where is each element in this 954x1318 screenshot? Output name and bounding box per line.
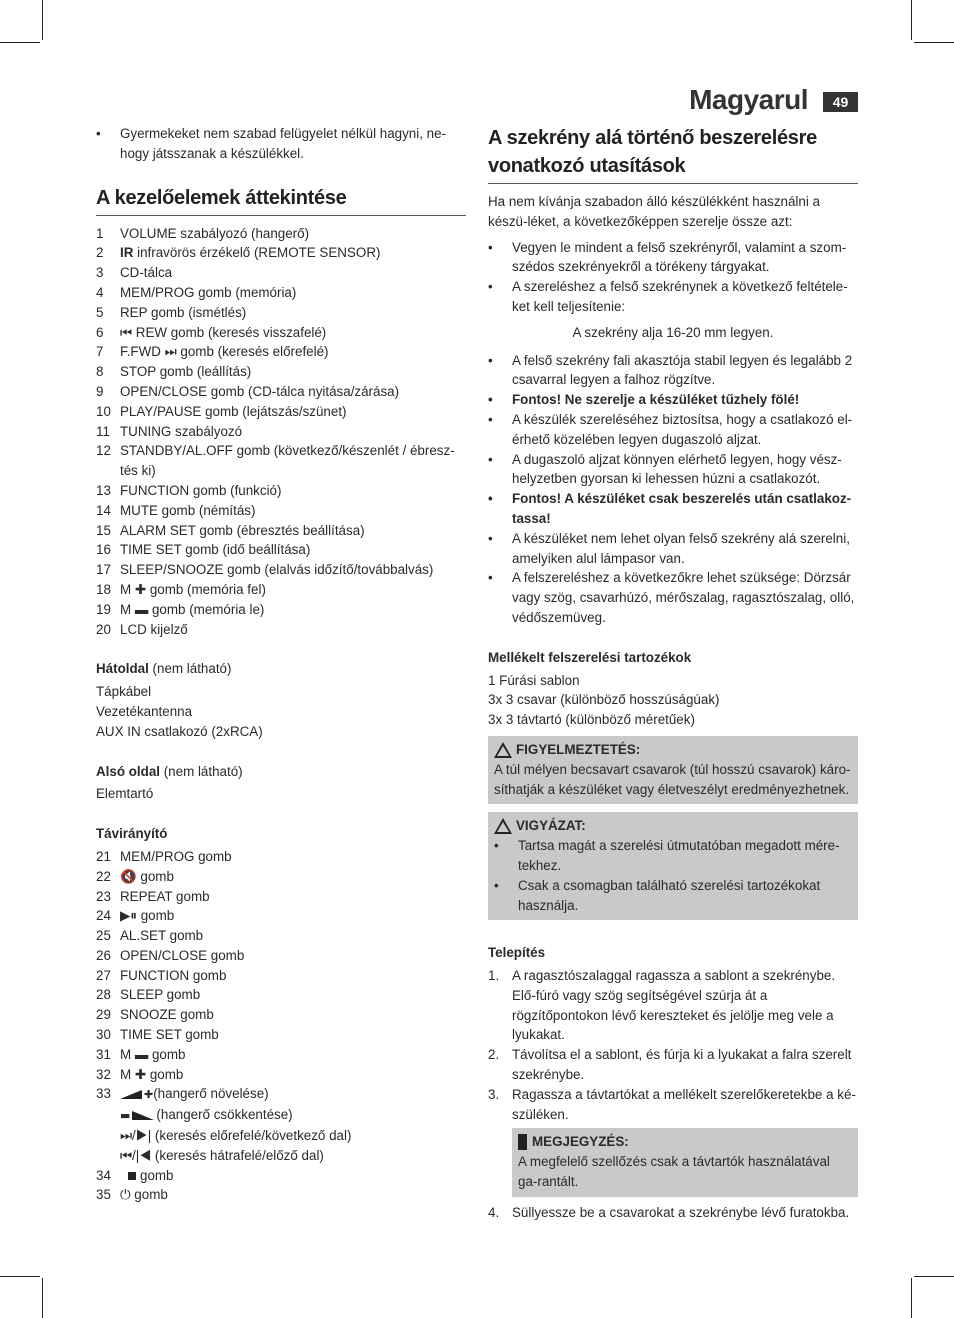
- caution-bullet: • Csak a csomagban található szerelési tartozékokat használja.: [494, 876, 852, 916]
- accessories-list: [488, 671, 858, 730]
- control-item: 18 M ✚ gomb (memória fel): [96, 581, 266, 597]
- back-side-item: AUX IN csatlakozó (2xRCA): [96, 723, 263, 739]
- heading-rule: [488, 183, 858, 184]
- control-item: 10 PLAY/PAUSE gomb (lejátszás/szünet): [96, 403, 347, 419]
- remote-item: 25 AL.SET gomb: [96, 928, 204, 944]
- crop-mark: [42, 0, 43, 40]
- volume-up-icon: [120, 1090, 142, 1099]
- right-column: [488, 124, 858, 1223]
- requirement-bullet: • A szereléshez a felső szekrénynek a következő feltétele-ket kell teljesítenie:: [488, 277, 858, 317]
- crop-mark: [914, 1276, 954, 1277]
- control-item: 15 ALARM SET gomb (ébresztés beállítása): [96, 522, 365, 538]
- page-number-badge: 49: [823, 92, 858, 112]
- remote-item: 22 🔇 gomb: [96, 868, 174, 884]
- control-item: 7 F.FWD ⏭ gomb (keresés előrefelé): [96, 344, 329, 360]
- left-column: • Gyermekeket nem szabad felügyelet nélkül hagyni, ne-hogy játsszanak a készülékkel. A kezelőelemek áttekintése 1 VOLUME szabályozó (hangerő) 2 IR infravörös érzékelő (REMOTE SENSOR) 3 CD-tálca 4 MEM/PROG gomb (memória) 5 REP gomb (ismétlés) 6 ⏮ REW gomb (keresés visszafelé) 7 F.FWD ⏭ gomb (keresés előrefelé) 8 STOP gomb (leállítás) 9 OPEN/CLOSE gomb (CD-tálca nyitása/zárása) 10 PLAY/PAUSE gomb (lejátszás/szünet) 11 TUNING szabályozó 12 STANDBY/AL.OFF gomb (következő/készenlét / ébresz-tés ki) 13 FUNCTION gomb (funkció) 14 MUTE gomb (némítás) 15 ALARM SET gomb (ébresztés beállítása) 16 TIME SET gomb (idő beállítása) 17 SLEEP/SNOOZE gomb (elalvás időzítő/továbbalvás) 18 M ✚ gomb (memória fel) 19 M ▬ gomb (memória le) 20 LCD kijelző Hátoldal (nem látható) Tápkábel Vezetékantenna AUX IN csatlakozó (2xRCA) Alsó oldal (nem látható) Elemtartó Távirányító 21 MEM/PROG gomb 22 🔇 gomb 23 REPEAT gomb 24 ▶⏸ gomb 25 AL.SET gomb 26 OPEN/CLOSE gomb 27 FUNCTION gomb 28 SLEEP gomb 29 SNOOZE gomb 30 TIME SET gomb 31 M ▬ gomb 32 M ✚ gomb 33 ✚(hangerő növelése) ▬ (hangerő csökkentése) ⏭/▶| (keresés előrefelé/következő dal) ⏮/|◀ (keresés hátrafelé/előző dal) 34 gomb 35 ⏻ gomb: [96, 124, 466, 1205]
- warning-icon: [494, 742, 512, 758]
- bottom-side-section: [96, 762, 466, 782]
- bottom-side-label: Alsó oldal: [96, 763, 160, 779]
- cabinet-requirement: A szekrény alja 16-20 mm legyen.: [572, 324, 774, 340]
- install-steps: [488, 966, 858, 1124]
- note-text: A megfelelő szellőzés csak a távtartók használatával ga-rantált.: [518, 1154, 830, 1190]
- heading-rule: [96, 215, 466, 216]
- control-item: 3 CD-tálca: [96, 265, 173, 281]
- control-item: 8 STOP gomb (leállítás): [96, 364, 252, 380]
- control-item: 6 ⏮ REW gomb (keresés visszafelé): [96, 324, 327, 340]
- stop-icon: [128, 1172, 136, 1180]
- safety-bullet: • A dugaszoló aljzat könnyen elérhető legyen, hogy vész-helyzetben gyorsan ki lehessen húzni a csatlakozót.: [488, 450, 858, 490]
- back-side-item: Vezetékantenna: [96, 703, 193, 719]
- controls-list: [96, 224, 466, 640]
- accessory-item: 3x 3 csavar (különböző hosszúságúak): [488, 692, 720, 708]
- requirement-bullet: • Vegyen le mindent a felső szekrényről, valamint a szom-szédos szekrényekről a törékeny tárgyakat.: [488, 238, 858, 278]
- remote-item: 28 SLEEP gomb: [96, 987, 201, 1003]
- control-item: 17 SLEEP/SNOOZE gomb (elalvás időzítő/továbbalvás): [96, 562, 434, 578]
- remote-item: 26 OPEN/CLOSE gomb: [96, 947, 245, 963]
- safety-bullet: • A készülék szereléséhez biztosítsa, hogy a csatlakozó el-érhető közelében legyen dugaszoló aljzat.: [488, 410, 858, 450]
- back-side-note: (nem látható): [148, 661, 232, 677]
- intro-bullet: • Gyermekeket nem szabad felügyelet nélkül hagyni, ne-hogy játsszanak a készülékkel.: [96, 124, 466, 164]
- control-item: 12 STANDBY/AL.OFF gomb (következő/készenlét / ébresz-tés ki): [96, 443, 455, 479]
- installation-heading: A szekrény alá történő beszerelésre vonatkozó utasítások: [488, 127, 817, 177]
- requirements-list: [488, 238, 858, 317]
- control-item: 19 M ▬ gomb (memória le): [96, 601, 265, 617]
- remote-item: 23 REPEAT gomb: [96, 888, 210, 904]
- crop-mark: [911, 0, 912, 40]
- installation-intro: Ha nem kívánja szabadon álló készülékként használni a készü-léket, a következőképpen szerelje össze azt:: [488, 194, 820, 229]
- remote-item: 30 TIME SET gomb: [96, 1027, 219, 1043]
- remote-item-34: 34 gomb: [96, 1167, 174, 1183]
- back-side-list: [96, 682, 466, 741]
- crop-mark: [0, 42, 40, 43]
- accessory-item: 3x 3 távtartó (különböző méretűek): [488, 712, 695, 728]
- back-side-item: Tápkábel: [96, 684, 152, 700]
- remote-item-35: 35 ⏻ gomb: [96, 1187, 168, 1203]
- remote-item: 21 MEM/PROG gomb: [96, 848, 232, 864]
- remote-item: 24 ▶⏸ gomb: [96, 908, 175, 924]
- caution-bullet: • Tartsa magát a szerelési útmutatóban megadott mére-tekhez.: [494, 836, 852, 876]
- note-title: MEGJEGYZÉS:: [532, 1134, 629, 1150]
- note-box: [512, 1128, 858, 1196]
- control-item: 4 MEM/PROG gomb (memória): [96, 284, 297, 300]
- remote-list: [96, 847, 466, 1085]
- accessories-heading: Mellékelt felszerelési tartozékok: [488, 649, 692, 665]
- back-side-section: [96, 659, 466, 679]
- caution-title: VIGYÁZAT:: [516, 818, 586, 834]
- control-item: 2 IR infravörös érzékelő (REMOTE SENSOR): [96, 245, 381, 261]
- crop-mark: [0, 1276, 40, 1277]
- accessory-item: 1 Fúrási sablon: [488, 672, 580, 688]
- remote-heading: Távirányító: [96, 826, 168, 842]
- control-item: 14 MUTE gomb (némítás): [96, 502, 256, 518]
- install-step: 1. A ragasztószalaggal ragassza a sablont a szekrénybe. Elő-fúró vagy szög segítségével szúrja át a rögzítőpontokon lévő kereszteket és jelölje meg vele a lyukakat.: [488, 968, 836, 1043]
- control-item: 16 TIME SET gomb (idő beállítása): [96, 542, 311, 558]
- warning-title: FIGYELMEZTETÉS:: [516, 741, 641, 757]
- install-step: 4. Süllyessze be a csavarokat a szekrénybe lévő furatokba.: [488, 1204, 850, 1220]
- warning-box: [488, 736, 858, 804]
- control-item: 9 OPEN/CLOSE gomb (CD-tálca nyitása/zárása): [96, 383, 400, 399]
- caution-box: [488, 812, 858, 920]
- back-side-label: Hátoldal: [96, 661, 149, 677]
- remote-item: 32 M ✚ gomb: [96, 1066, 184, 1082]
- warning-text: A túl mélyen becsavart csavarok (túl hosszú csavarok) káro-síthatják a készüléket vagy életveszélyt eredményezhetnek.: [494, 761, 851, 797]
- control-item: 1 VOLUME szabályozó (hangerő): [96, 225, 310, 241]
- remote-item: 29 SNOOZE gomb: [96, 1007, 214, 1023]
- install-step: 2. Távolítsa el a sablont, és fúrja ki a lyukakat a falra szerelt szekrénybe.: [488, 1047, 852, 1083]
- bottom-side-item: Elemtartó: [96, 786, 154, 802]
- caution-list: [494, 836, 852, 915]
- safety-bullet: • Fontos! A készüléket csak beszerelés után csatlakoz-tassa!: [488, 489, 858, 529]
- safety-bullet: • A felszereléshez a következőkre lehet szüksége: Dörzsár vagy szög, csavarhúzó, mérőszalag, ragasztószalag, olló, védőszemüveg.: [488, 568, 858, 627]
- controls-heading: A kezelőelemek áttekintése: [96, 186, 347, 209]
- page-title: Magyarul: [689, 84, 808, 115]
- remote-item: 31 M ▬ gomb: [96, 1046, 186, 1062]
- volume-down-icon: [132, 1111, 154, 1120]
- control-item: 20 LCD kijelző: [96, 621, 188, 637]
- safety-list: [488, 351, 858, 628]
- caution-icon: [494, 818, 512, 834]
- crop-mark: [914, 42, 954, 43]
- crop-mark: [42, 1278, 43, 1318]
- control-item: 13 FUNCTION gomb (funkció): [96, 482, 282, 498]
- bottom-side-note: (nem látható): [160, 763, 243, 779]
- remote-item: 27 FUNCTION gomb: [96, 967, 227, 983]
- bottom-side-list: [96, 784, 466, 804]
- crop-mark: [911, 1278, 912, 1318]
- safety-bullet: • Fontos! Ne szerelje a készüléket tűzhely fölé!: [488, 390, 858, 410]
- control-item: 5 REP gomb (ismétlés): [96, 304, 247, 320]
- safety-bullet: • A készüléket nem lehet olyan felső szekrény alá szerelni, amelyiken alul lámpasor van.: [488, 529, 858, 569]
- install-heading: Telepítés: [488, 945, 546, 961]
- info-icon: [518, 1134, 527, 1150]
- control-item: 11 TUNING szabályozó: [96, 423, 243, 439]
- install-step: 3. Ragassza a távtartókat a mellékelt szerelőkeretekbe a ké-szüléken.: [488, 1086, 856, 1122]
- safety-bullet: • A felső szekrény fali akasztója stabil legyen és legalább 2 csavarral legyen a falhoz rögzítve.: [488, 351, 858, 391]
- remote-item-33: 33 ✚(hangerő növelése): [96, 1086, 269, 1102]
